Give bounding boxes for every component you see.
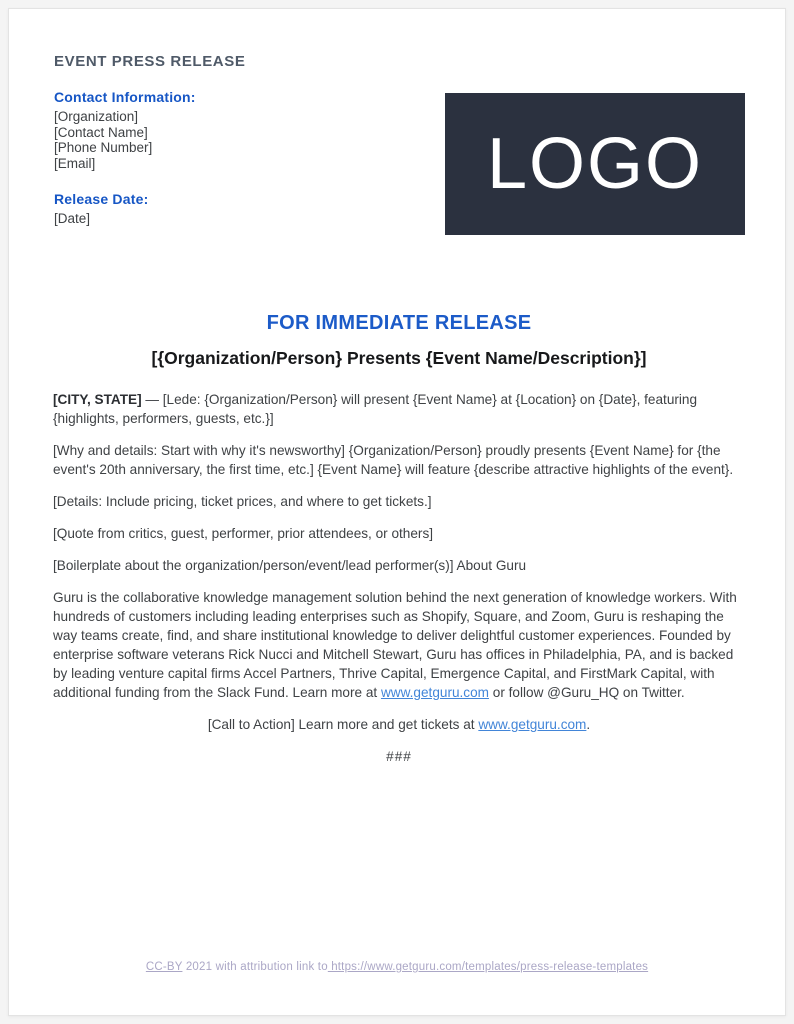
logo-text: LOGO: [486, 124, 704, 204]
contact-line-email: [Email]: [54, 155, 96, 171]
about-guru-text-after: or follow @Guru_HQ on Twitter.: [489, 685, 685, 700]
logo-placeholder: [445, 93, 745, 235]
document-page: [8, 8, 786, 1016]
cc-by-link[interactable]: CC-BY: [145, 961, 183, 973]
paragraph-lede: [53, 390, 745, 428]
cta-text: [Call to Action] Learn more and get tickets at: [207, 717, 479, 732]
release-date-value: [Date]: [54, 211, 91, 226]
cta-getguru-link[interactable]: www.getguru.com: [478, 717, 587, 732]
getguru-link[interactable]: www.getguru.com: [380, 685, 489, 700]
press-release-body: [53, 312, 745, 779]
paragraph-quote: [Quote from critics, guest, performer, prior attendees, or others]: [53, 526, 434, 541]
paragraph-why-details: [Why and details: Start with why it's newsworthy] {Organization/Person} proudly presents {Event Name} for {the event's 20th anniversary, the first time, etc.] {Event Name} will feature {describe attractive highlights of the event}.: [53, 443, 734, 477]
city-state-label: [CITY, STATE]: [53, 392, 142, 407]
contact-line-name: [Contact Name]: [54, 124, 148, 140]
paragraph-about-guru: [53, 588, 745, 702]
header-contact-column: [54, 53, 245, 227]
release-headline: [{Organization/Person} Presents {Event Name/Description}]: [151, 348, 647, 368]
paragraph-boilerplate: [Boilerplate about the organization/person/event/lead performer(s)] About Guru: [53, 558, 527, 573]
release-date-heading: Release Date:: [54, 191, 149, 207]
contact-line-organization: [Organization]: [54, 109, 139, 124]
footer-attribution: [9, 961, 785, 973]
doc-title: EVENT PRESS RELEASE: [54, 53, 246, 70]
release-date-block: [54, 191, 245, 227]
for-immediate-release-banner: FOR IMMEDIATE RELEASE: [266, 312, 532, 334]
contact-info-block: [54, 89, 245, 171]
paragraph-ticket-details: [Details: Include pricing, ticket prices, and where to get tickets.]: [53, 494, 432, 509]
about-guru-text: Guru is the collaborative knowledge management solution behind the next generation of knowledge workers. With hundreds of customers including leading enterprises such as Shopify, Square, and Zoom, Guru is reshaping the way teams create, find, and share institutional knowledge to deliver delightful customer experiences. Founded by enterprise software veterans Rick Nucci and Mitchell Stewart, Guru has offices in Philadelphia, PA, and is backed by leading venture capital firms Accel Partners, Thrive Capital, Emergence Capital, and FirstMark Capital, with additional funding from the Slack Fund. Learn more at: [53, 590, 737, 700]
footer-attribution-text: 2021 with attribution link to: [182, 961, 328, 973]
contact-heading: Contact Information:: [54, 89, 196, 105]
end-mark: ###: [386, 749, 412, 764]
lede-text: — [Lede: {Organization/Person} will present {Event Name} at {Location} on {Date}, featuring {highlights, performers, guests, etc.}]: [53, 392, 698, 426]
contact-line-phone: [Phone Number]: [54, 140, 153, 155]
template-url-link[interactable]: https://www.getguru.com/templates/press-release-templates: [327, 961, 649, 973]
cta-text-after: .: [586, 717, 591, 732]
paragraph-call-to-action: [53, 715, 745, 734]
